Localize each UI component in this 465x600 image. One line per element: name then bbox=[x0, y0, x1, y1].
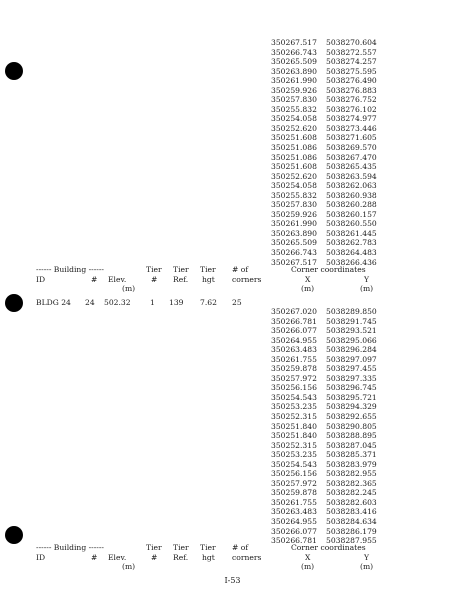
tier-ref-value: 139 bbox=[169, 298, 184, 307]
num-heading: # bbox=[91, 552, 98, 562]
x-coordinate: 350256.156 bbox=[271, 469, 317, 479]
y-coordinate: 5038264.483 bbox=[326, 248, 377, 258]
y-coordinate: 5038296.745 bbox=[326, 383, 377, 393]
y-coordinate: 5038260.550 bbox=[326, 219, 377, 229]
ref-heading: Ref. bbox=[173, 274, 189, 284]
x-coordinate: 350251.086 bbox=[271, 152, 317, 162]
corners-heading: corners bbox=[232, 274, 262, 284]
x-coordinate: 350266.743 bbox=[271, 248, 317, 258]
x-coordinate: 350263.890 bbox=[271, 66, 317, 76]
building-group-heading: ------ Building ------ bbox=[36, 543, 104, 552]
y-coordinate: 5038269.570 bbox=[326, 143, 377, 153]
x-coordinate: 350253.235 bbox=[271, 402, 317, 412]
tier-ref-heading: Tier bbox=[173, 543, 189, 552]
y-coordinate: 5038295.066 bbox=[326, 335, 377, 345]
x-coordinate: 350261.755 bbox=[271, 497, 317, 507]
x-coordinate: 350251.608 bbox=[271, 162, 317, 172]
y-coordinate: 5038283.416 bbox=[326, 507, 377, 517]
y-coordinate: 5038283.979 bbox=[326, 459, 377, 469]
x-coordinate: 350255.832 bbox=[271, 190, 317, 200]
y-coordinate: 5038285.371 bbox=[326, 450, 377, 460]
x-coordinate: 350252.620 bbox=[271, 171, 317, 181]
y-coordinate: 5038266.436 bbox=[326, 257, 377, 267]
y-coordinate: 5038262.063 bbox=[326, 181, 377, 191]
header-line-2 bbox=[36, 275, 446, 285]
header-line-3 bbox=[36, 562, 446, 572]
x-coordinate: 350257.830 bbox=[271, 95, 317, 105]
x-coordinate: 350252.315 bbox=[271, 440, 317, 450]
y-coordinate: 5038288.895 bbox=[326, 431, 377, 441]
x-coordinate: 350266.781 bbox=[271, 316, 317, 326]
corner-coordinates-heading: Corner coordinates bbox=[291, 543, 366, 552]
y-coordinate: 5038282.603 bbox=[326, 497, 377, 507]
x-coordinate: 350251.840 bbox=[271, 431, 317, 441]
x-coordinate: 350255.832 bbox=[271, 104, 317, 114]
y-coordinate: 5038276.883 bbox=[326, 85, 377, 95]
hgt-heading: hgt bbox=[202, 274, 215, 284]
x-coordinate: 350265.509 bbox=[271, 57, 317, 67]
x-coordinate: 350251.840 bbox=[271, 421, 317, 431]
y-coordinate: 5038276.752 bbox=[326, 95, 377, 105]
y-coordinate: 5038260.938 bbox=[326, 190, 377, 200]
x-heading: X bbox=[305, 552, 311, 562]
header-line-1 bbox=[36, 265, 446, 275]
y-unit: (m) bbox=[360, 284, 374, 294]
x-coordinate: 350259.878 bbox=[271, 364, 317, 374]
x-coordinate: 350254.058 bbox=[271, 114, 317, 124]
tier-heading: Tier bbox=[146, 543, 162, 552]
y-coordinate: 5038260.157 bbox=[326, 209, 377, 219]
x-coordinate: 350261.990 bbox=[271, 76, 317, 86]
y-coordinate: 5038275.595 bbox=[326, 66, 377, 76]
binder-hole-middle bbox=[5, 294, 23, 312]
y-coordinate: 5038263.594 bbox=[326, 171, 377, 181]
x-coordinate: 350252.620 bbox=[271, 123, 317, 133]
building-id: BLDG 24 bbox=[36, 298, 71, 307]
corners-heading: corners bbox=[232, 552, 262, 562]
y-coordinate: 5038284.634 bbox=[326, 517, 377, 527]
y-heading: Y bbox=[364, 274, 370, 284]
y-coordinate: 5038297.335 bbox=[326, 373, 377, 383]
tier-hgt-value: 7.62 bbox=[200, 298, 217, 307]
x-coordinate: 350257.830 bbox=[271, 200, 317, 210]
y-coordinate: 5038271.605 bbox=[326, 133, 377, 143]
x-coordinate: 350254.058 bbox=[271, 181, 317, 191]
y-coordinate: 5038287.955 bbox=[326, 536, 377, 546]
num-of-heading: # of bbox=[232, 265, 249, 274]
building-group-heading: ------ Building ------ bbox=[36, 265, 104, 274]
x-unit: (m) bbox=[301, 284, 315, 294]
y-coordinate: 5038291.745 bbox=[326, 316, 377, 326]
y-coordinate: 5038262.783 bbox=[326, 238, 377, 248]
building-num: 24 bbox=[85, 298, 95, 307]
y-coordinate: 5038292.655 bbox=[326, 412, 377, 422]
y-coordinate: 5038294.329 bbox=[326, 402, 377, 412]
x-coordinate: 350267.517 bbox=[271, 38, 317, 47]
elev-heading: Elev. bbox=[108, 552, 127, 562]
tier-num-heading: # bbox=[151, 552, 158, 562]
y-coordinate: 5038276.490 bbox=[326, 76, 377, 86]
x-coordinate: 350267.020 bbox=[271, 307, 317, 316]
y-coordinate: 5038272.557 bbox=[326, 47, 377, 57]
y-coordinate: 5038289.850 bbox=[326, 307, 377, 316]
x-coordinate: 350254.543 bbox=[271, 392, 317, 402]
x-coordinate: 350257.972 bbox=[271, 478, 317, 488]
y-coordinate: 5038293.521 bbox=[326, 326, 377, 336]
tier-value: 1 bbox=[150, 298, 155, 307]
id-heading: ID bbox=[36, 552, 46, 562]
tier-hgt-heading: Tier bbox=[200, 543, 216, 552]
num-of-heading: # of bbox=[232, 543, 249, 552]
y-unit: (m) bbox=[360, 562, 374, 572]
y-coordinate: 5038290.805 bbox=[326, 421, 377, 431]
x-coordinate: 350266.077 bbox=[271, 526, 317, 536]
x-coordinate: 350265.509 bbox=[271, 238, 317, 248]
x-coordinate: 350263.483 bbox=[271, 345, 317, 355]
x-coordinate: 350266.077 bbox=[271, 326, 317, 336]
binder-hole-top bbox=[5, 62, 23, 80]
elev-unit: (m) bbox=[122, 562, 136, 572]
y-coordinate: 5038273.446 bbox=[326, 123, 377, 133]
x-coordinate: 350256.156 bbox=[271, 383, 317, 393]
x-coordinate: 350253.235 bbox=[271, 450, 317, 460]
x-coordinate: 350252.315 bbox=[271, 412, 317, 422]
table-header-2 bbox=[36, 543, 446, 572]
y-coordinate: 5038297.455 bbox=[326, 364, 377, 374]
corners-value: 25 bbox=[232, 298, 242, 307]
building-elev: 502.32 bbox=[104, 298, 131, 307]
y-coordinate: 5038282.365 bbox=[326, 478, 377, 488]
elev-unit: (m) bbox=[122, 284, 136, 294]
y-coordinate: 5038287.045 bbox=[326, 440, 377, 450]
x-coordinate: 350251.608 bbox=[271, 133, 317, 143]
x-coordinate: 350263.890 bbox=[271, 228, 317, 238]
y-coordinate: 5038265.435 bbox=[326, 162, 377, 172]
x-coordinate: 350263.483 bbox=[271, 507, 317, 517]
y-coordinate: 5038297.097 bbox=[326, 354, 377, 364]
x-coordinate: 350261.755 bbox=[271, 354, 317, 364]
x-coordinate: 350264.955 bbox=[271, 335, 317, 345]
x-coordinate: 350261.990 bbox=[271, 219, 317, 229]
elev-heading: Elev. bbox=[108, 274, 127, 284]
x-coordinate: 350266.781 bbox=[271, 536, 317, 546]
tier-hgt-heading: Tier bbox=[200, 265, 216, 274]
corner-coordinates-heading: Corner coordinates bbox=[291, 265, 366, 274]
x-coordinate: 350257.972 bbox=[271, 373, 317, 383]
x-coordinate: 350259.926 bbox=[271, 85, 317, 95]
header-line-2 bbox=[36, 553, 446, 563]
ref-heading: Ref. bbox=[173, 552, 189, 562]
y-coordinate: 5038276.102 bbox=[326, 104, 377, 114]
y-coordinate: 5038274.257 bbox=[326, 57, 377, 67]
x-coordinate: 350251.086 bbox=[271, 143, 317, 153]
x-coordinate: 350264.955 bbox=[271, 517, 317, 527]
header-line-1 bbox=[36, 543, 446, 553]
tier-ref-heading: Tier bbox=[173, 265, 189, 274]
y-coordinate: 5038261.445 bbox=[326, 228, 377, 238]
binder-hole-bottom bbox=[5, 526, 23, 544]
x-unit: (m) bbox=[301, 562, 315, 572]
x-coordinate: 350259.878 bbox=[271, 488, 317, 498]
x-heading: X bbox=[305, 274, 311, 284]
num-heading: # bbox=[91, 274, 98, 284]
header-line-3 bbox=[36, 284, 446, 294]
tier-heading: Tier bbox=[146, 265, 162, 274]
y-coordinate: 5038282.955 bbox=[326, 469, 377, 479]
table-header-1 bbox=[36, 265, 446, 294]
y-heading: Y bbox=[364, 552, 370, 562]
y-coordinate: 5038286.179 bbox=[326, 526, 377, 536]
y-coordinate: 5038296.284 bbox=[326, 345, 377, 355]
y-coordinate: 5038295.721 bbox=[326, 392, 377, 402]
y-coordinate: 5038270.604 bbox=[326, 38, 377, 47]
x-coordinate: 350259.926 bbox=[271, 209, 317, 219]
x-coordinate: 350266.743 bbox=[271, 47, 317, 57]
y-coordinate: 5038267.470 bbox=[326, 152, 377, 162]
y-coordinate: 5038274.977 bbox=[326, 114, 377, 124]
hgt-heading: hgt bbox=[202, 552, 215, 562]
x-coordinate: 350254.543 bbox=[271, 459, 317, 469]
id-heading: ID bbox=[36, 274, 46, 284]
page-number: I-53 bbox=[224, 576, 241, 585]
y-coordinate: 5038282.245 bbox=[326, 488, 377, 498]
x-coordinate: 350267.517 bbox=[271, 257, 317, 267]
tier-num-heading: # bbox=[151, 274, 158, 284]
y-coordinate: 5038260.288 bbox=[326, 200, 377, 210]
